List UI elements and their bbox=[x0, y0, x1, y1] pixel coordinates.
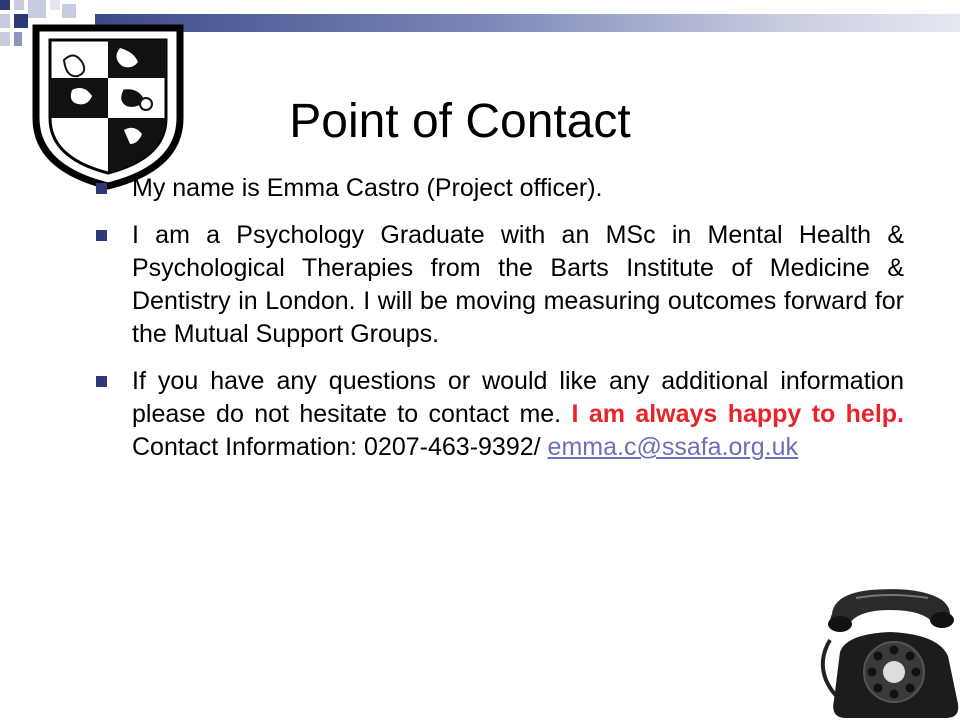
slide-title: Point of Contact bbox=[289, 95, 631, 148]
bullet-square-icon bbox=[96, 183, 107, 194]
telephone-image bbox=[810, 580, 960, 720]
crest-logo bbox=[28, 18, 188, 190]
email-link[interactable]: emma.c@ssafa.org.uk bbox=[547, 433, 799, 461]
bullet-square-icon bbox=[96, 376, 107, 387]
bullet-square-icon bbox=[96, 230, 107, 241]
bullet-text: My name is Emma Castro (Project officer). bbox=[132, 174, 603, 202]
bullet-text: If you have any questions or would like any additional information please do not hesitate to contact me. bbox=[132, 367, 904, 428]
contact-info-text: Contact Information: 0207-463-9392/ bbox=[132, 433, 541, 461]
bullet-item bbox=[96, 172, 904, 205]
highlight-text: I am always happy to help. bbox=[571, 400, 905, 428]
title-band bbox=[95, 14, 960, 32]
bullet-item bbox=[96, 365, 904, 464]
bullet-text: I am a Psychology Graduate with an MSc in Mental Health & Psychological Therapies from the Barts Institute of Medicine & Dentistry in London. I will be moving measuring outcomes forward for the Mutual Support Groups. bbox=[132, 221, 904, 348]
bullet-list bbox=[96, 172, 904, 478]
bullet-item bbox=[96, 219, 904, 351]
